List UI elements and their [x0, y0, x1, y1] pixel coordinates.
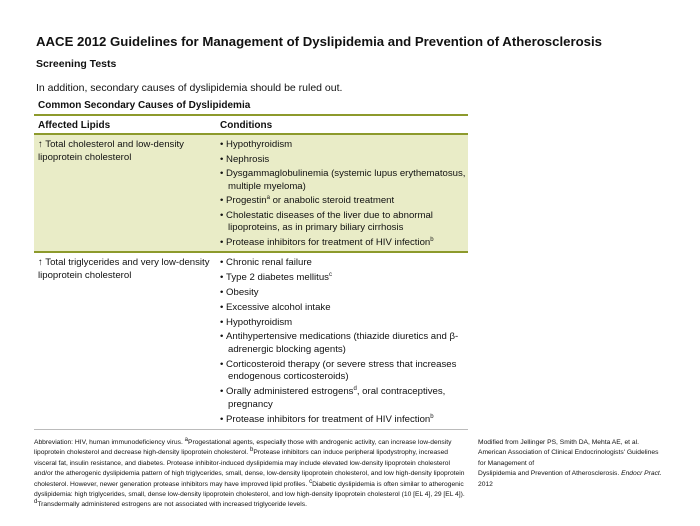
footnote-marker: a — [184, 436, 189, 443]
page-title: AACE 2012 Guidelines for Management of Dyslipidemia and Prevention of Atherosclerosis — [36, 34, 602, 49]
condition-item — [220, 237, 470, 250]
condition-text: Cholestatic diseases of the liver due to abnormal lipoproteins, as in primary biliary cirrhosis — [226, 209, 433, 233]
table-row — [34, 253, 468, 430]
citation-line: 2012 — [478, 480, 493, 488]
condition-text: Orally administered estrogens — [226, 386, 354, 398]
condition-item — [220, 359, 470, 384]
condition-text: Nephrosis — [226, 153, 270, 165]
footnote-marker: c — [309, 478, 313, 485]
footnote-marker: d — [353, 386, 357, 393]
affected-lipids-cell: ↑ Total cholesterol and low-density lipoprotein cholesterol — [38, 139, 184, 163]
footnote-text: Transdermally administered estrogens are not associated with increased triglyceride levels. — [37, 501, 307, 509]
conditions-list — [220, 139, 470, 251]
footnote-marker: d — [34, 499, 38, 506]
table-header — [34, 114, 468, 135]
citation-text: Dyslipidemia and Prevention of Atherosclerosis. — [478, 470, 622, 478]
section-subtitle: Screening Tests — [36, 58, 117, 70]
footnote-marker: c — [328, 271, 332, 278]
condition-item — [220, 257, 470, 270]
condition-text: Type 2 diabetes mellitus — [226, 271, 329, 283]
condition-item — [220, 272, 470, 285]
condition-item — [220, 302, 470, 315]
condition-item — [220, 317, 470, 330]
footnote-text: Abbreviation: HIV, human immunodeficiency virus. — [34, 439, 185, 446]
condition-text: Antihypertensive medications (thiazide diuretics and β-adrenergic blocking agents) — [226, 331, 459, 355]
citation-line — [478, 469, 698, 479]
condition-item — [220, 287, 470, 300]
condition-item — [220, 414, 470, 427]
condition-text: Progestin — [226, 195, 267, 206]
conditions-list — [220, 257, 470, 429]
journal-name: Endocr Pract. — [621, 470, 662, 478]
table-footnote — [34, 438, 468, 511]
condition-text: Hypothyroidism — [226, 316, 293, 328]
condition-item — [220, 386, 470, 411]
footnote-marker: a — [266, 194, 270, 201]
header-conditions: Conditions — [220, 120, 273, 131]
condition-item — [220, 154, 470, 167]
condition-text: Chronic renal failure — [226, 257, 312, 268]
footnote-text: Protease inhibitors can induce peripheral lipodystrophy, increased visceral fat, insulin resistance, and diabetes. Protease inhibitor-induced dyslipidemia may include elevated low-density lipoprotein cholesterol and/or the atherogenic dyslipidemia pattern of high triglycerides, small, dense, low-density lipoprotein cholesterol, and low high-density lipoprotein cholesterol. However, newer generation protease inhibitors may have improved lipid profiles. — [34, 449, 465, 488]
intro-text: In addition, secondary causes of dyslipidemia should be ruled out. — [36, 82, 343, 94]
condition-item — [220, 139, 470, 152]
footnote-marker: b — [430, 413, 434, 420]
footnote-text: Diabetic dyslipidemia is often similar to atherogenic dyslipidemia: high triglycerides, small, dense low-density lipoprotein cholesterol, and low high-density lipoprotein cholesterol (10 [EL 4], 29 [EL 4]). — [34, 480, 465, 499]
condition-item — [220, 168, 470, 193]
condition-text: Hypothyroidism — [226, 139, 293, 150]
condition-text: Excessive alcohol intake — [226, 301, 331, 313]
condition-text: Dysgammaglobulinemia (systemic lupus erythematosus, multiple myeloma) — [226, 168, 466, 192]
source-citation — [478, 438, 698, 490]
condition-text: Corticosteroid therapy (or severe stress that increases endogenous corticosteroids) — [226, 358, 457, 383]
header-affected-lipids: Affected Lipids — [38, 120, 111, 131]
condition-text: Obesity — [226, 286, 259, 298]
condition-item — [220, 195, 470, 208]
condition-text: Protease inhibitors for treatment of HIV infection — [226, 236, 431, 248]
table-row — [34, 135, 468, 253]
footnote-text: Progestational agents, especially those with androgenic activity, can increase low-density lipoprotein cholesterol and decrease high-density lipoprotein cholesterol. — [34, 439, 452, 457]
citation-line: American Association of Clinical Endocrinologists' Guidelines — [478, 449, 659, 457]
condition-item — [220, 331, 470, 356]
footnote-marker: b — [430, 236, 434, 243]
secondary-causes-table — [34, 114, 468, 430]
condition-text: Protease inhibitors for treatment of HIV infection — [226, 413, 431, 425]
footnote-marker: b — [250, 447, 254, 454]
citation-line: for Management of — [478, 459, 535, 467]
affected-lipids-cell: ↑ Total triglycerides and very low-density lipoprotein cholesterol — [38, 257, 210, 281]
table-caption: Common Secondary Causes of Dyslipidemia — [38, 100, 251, 111]
condition-item — [220, 210, 470, 235]
citation-line: Modified from Jellinger PS, Smith DA, Mehta AE, et al. — [478, 439, 639, 446]
condition-text: or anabolic steroid treatment — [269, 195, 395, 206]
condition-text: , oral contraceptives, pregnancy — [228, 386, 446, 410]
